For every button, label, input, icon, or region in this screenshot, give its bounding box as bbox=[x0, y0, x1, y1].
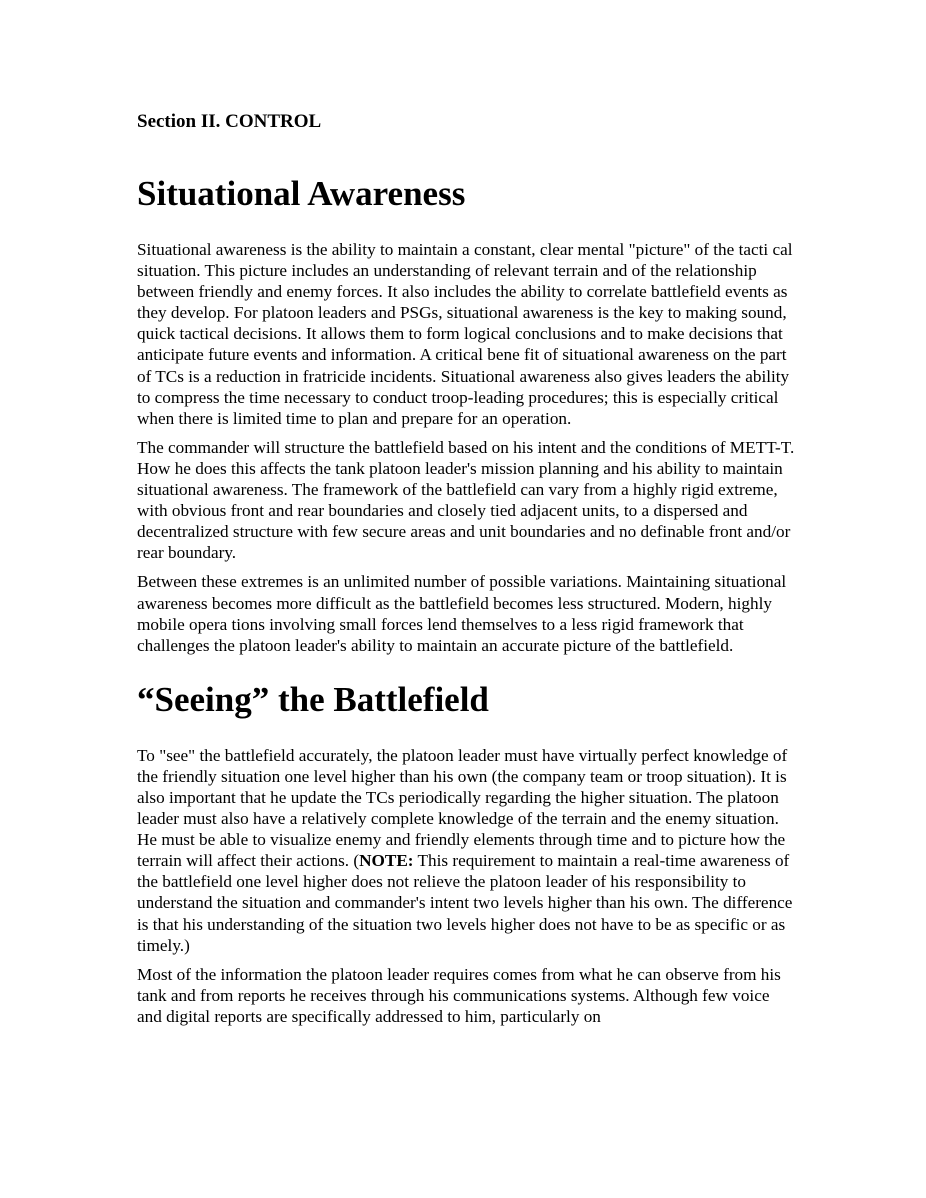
paragraph-variations: Between these extremes is an unlimited number of possible variations. Maintaining situational awareness becomes more difficult as the battlefield becomes less structured. Modern, highly mobile opera tions involving small forces lend themselves to a less rigid framework that challenges the platoon leader's ability to maintain an accurate picture of the battlefield. bbox=[137, 572, 787, 655]
paragraph-battlefield-structure: The commander will structure the battlefield based on his intent and the conditions of METT-T. How he does this affects the tank platoon leader's mission planning and his ability to maintain situational awareness. The framework of the battlefield can vary from a highly rigid extreme, with obvious front and rear boundaries and closely tied adjacent units, to a dispersed and decentralized structure with few secure areas and unit boundaries and no definable front and/or rear boundary. bbox=[137, 437, 795, 563]
heading-seeing-battlefield: “Seeing” the Battlefield bbox=[137, 679, 489, 719]
paragraph-see-battlefield bbox=[137, 745, 797, 956]
note-label: NOTE: bbox=[359, 851, 414, 871]
document-page bbox=[137, 108, 797, 1027]
paragraph-text-after-note: This requirement to maintain a real-time awareness of the battlefield one level higher does not relieve the platoon leader of his responsibility to understand the situation and commander's intent two levels higher than his own. The difference is that his understanding of the situation two levels higher does not have to be as specific or as timely.) bbox=[137, 851, 793, 955]
paragraph-information-sources: Most of the information the platoon leader requires comes from what he can observe from his tank and from reports he receives through his communications systems. Although few voice and digital reports are specifically addressed to him, particularly on bbox=[137, 964, 781, 1026]
heading-situational-awareness: Situational Awareness bbox=[137, 174, 466, 213]
section-label: Section II. CONTROL bbox=[137, 111, 322, 132]
paragraph-text-before-note: To "see" the battlefield accurately, the platoon leader must have virtually perfect knowledge of the friendly situation one level higher than his own (the company team or troop situation). It is also important that he update the TCs periodically regarding the higher situation. The platoon leader must also have a relatively complete knowledge of the terrain and the enemy situation. He must be able to visualize enemy and friendly elements through time and to picture how the terrain will affect their actions. ( bbox=[137, 745, 788, 871]
paragraph-situational-awareness-definition: Situational awareness is the ability to maintain a constant, clear mental "picture" of the tacti cal situation. This picture includes an understanding of relevant terrain and of the relationship between friendly and enemy forces. It also includes the ability to correlate battlefield events as they develop. For platoon leaders and PSGs, situational awareness is the key to making sound, quick tactical decisions. It allows them to form logical conclusions and to make decisions that anticipate future events and information. A critical bene fit of situational awareness on the part of TCs is a reduction in fratricide incidents. Situational awareness also gives leaders the ability to compress the time necessary to conduct troop-leading procedures; this is especially critical when there is limited time to plan and prepare for an operation. bbox=[137, 240, 793, 428]
